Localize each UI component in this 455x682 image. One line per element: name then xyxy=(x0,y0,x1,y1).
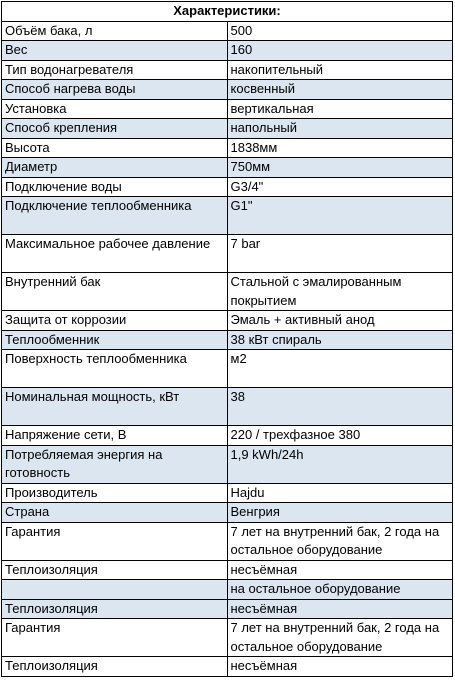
spec-label: Потребляемая энергия на готовность xyxy=(2,445,228,483)
table-row xyxy=(2,350,453,388)
table-row xyxy=(2,445,453,483)
spec-label: Страна xyxy=(2,503,228,523)
table-row xyxy=(2,80,453,100)
spec-label: Номинальная мощность, кВт xyxy=(2,388,228,426)
spec-label: Тип водонагревателя xyxy=(2,60,228,80)
table-row xyxy=(2,197,453,235)
spec-value: 500 xyxy=(227,21,453,41)
table-row xyxy=(2,60,453,80)
spec-label: Поверхность теплообменника xyxy=(2,350,228,388)
spec-value: 750мм xyxy=(227,158,453,178)
table-row xyxy=(2,99,453,119)
table-row xyxy=(2,483,453,503)
spec-value: 1838мм xyxy=(227,138,453,158)
spec-value: Венгрия xyxy=(227,503,453,523)
table-row xyxy=(2,177,453,197)
table-title: Характеристики: xyxy=(2,2,453,22)
table-row xyxy=(2,138,453,158)
spec-label xyxy=(2,580,228,600)
spec-label: Подключение воды xyxy=(2,177,228,197)
spec-label: Теплоизоляция xyxy=(2,657,228,677)
spec-value: м2 xyxy=(227,350,453,388)
spec-label: Максимальное рабочее давление xyxy=(2,235,228,273)
spec-value: накопительный xyxy=(227,60,453,80)
spec-value: Эмаль + активный анод xyxy=(227,311,453,331)
table-row xyxy=(2,330,453,350)
spec-value: 160 xyxy=(227,41,453,61)
spec-value: 7 лет на внутренний бак, 2 года на остальное оборудование xyxy=(227,619,453,657)
spec-value: G1" xyxy=(227,197,453,235)
spec-value: на остальное оборудование xyxy=(227,580,453,600)
spec-label: Высота xyxy=(2,138,228,158)
table-row xyxy=(2,522,453,560)
table-body xyxy=(2,21,453,676)
spec-label: Производитель xyxy=(2,483,228,503)
spec-label: Гарантия xyxy=(2,619,228,657)
spec-label: Вес xyxy=(2,41,228,61)
spec-label: Защита от коррозии xyxy=(2,311,228,331)
table-row xyxy=(2,599,453,619)
specifications-table xyxy=(1,1,453,677)
table-row xyxy=(2,503,453,523)
spec-value: 38 кВт спираль xyxy=(227,330,453,350)
table-row xyxy=(2,388,453,426)
table-row xyxy=(2,619,453,657)
spec-value: 7 лет на внутренний бак, 2 года на остальное оборудование xyxy=(227,522,453,560)
table-row xyxy=(2,273,453,311)
table-row xyxy=(2,580,453,600)
table-row xyxy=(2,235,453,273)
spec-label: Объём бака, л xyxy=(2,21,228,41)
spec-value: 220 / трехфазное 380 xyxy=(227,426,453,446)
table-row xyxy=(2,21,453,41)
spec-value: несъёмная xyxy=(227,560,453,580)
spec-value: несъёмная xyxy=(227,657,453,677)
table-row xyxy=(2,158,453,178)
spec-label: Гарантия xyxy=(2,522,228,560)
spec-value: косвенный xyxy=(227,80,453,100)
spec-label: Напряжение сети, В xyxy=(2,426,228,446)
spec-value: Hajdu xyxy=(227,483,453,503)
table-row xyxy=(2,119,453,139)
spec-value: G3/4" xyxy=(227,177,453,197)
spec-value: 38 xyxy=(227,388,453,426)
spec-label: Подключение теплообменника xyxy=(2,197,228,235)
spec-value: Стальной с эмалированным покрытием xyxy=(227,273,453,311)
table-row xyxy=(2,560,453,580)
spec-label: Диаметр xyxy=(2,158,228,178)
table-row xyxy=(2,311,453,331)
spec-value: вертикальная xyxy=(227,99,453,119)
spec-value: 7 bar xyxy=(227,235,453,273)
table-row xyxy=(2,41,453,61)
spec-value: напольный xyxy=(227,119,453,139)
spec-value: несъёмная xyxy=(227,599,453,619)
table-row xyxy=(2,657,453,677)
table-row xyxy=(2,426,453,446)
spec-label: Установка xyxy=(2,99,228,119)
spec-label: Теплообменник xyxy=(2,330,228,350)
table-header-row xyxy=(2,2,453,22)
spec-label: Теплоизоляция xyxy=(2,560,228,580)
spec-label: Способ нагрева воды xyxy=(2,80,228,100)
spec-value: 1,9 kWh/24h xyxy=(227,445,453,483)
spec-label: Внутренний бак xyxy=(2,273,228,311)
spec-label: Теплоизоляция xyxy=(2,599,228,619)
spec-label: Способ крепления xyxy=(2,119,228,139)
